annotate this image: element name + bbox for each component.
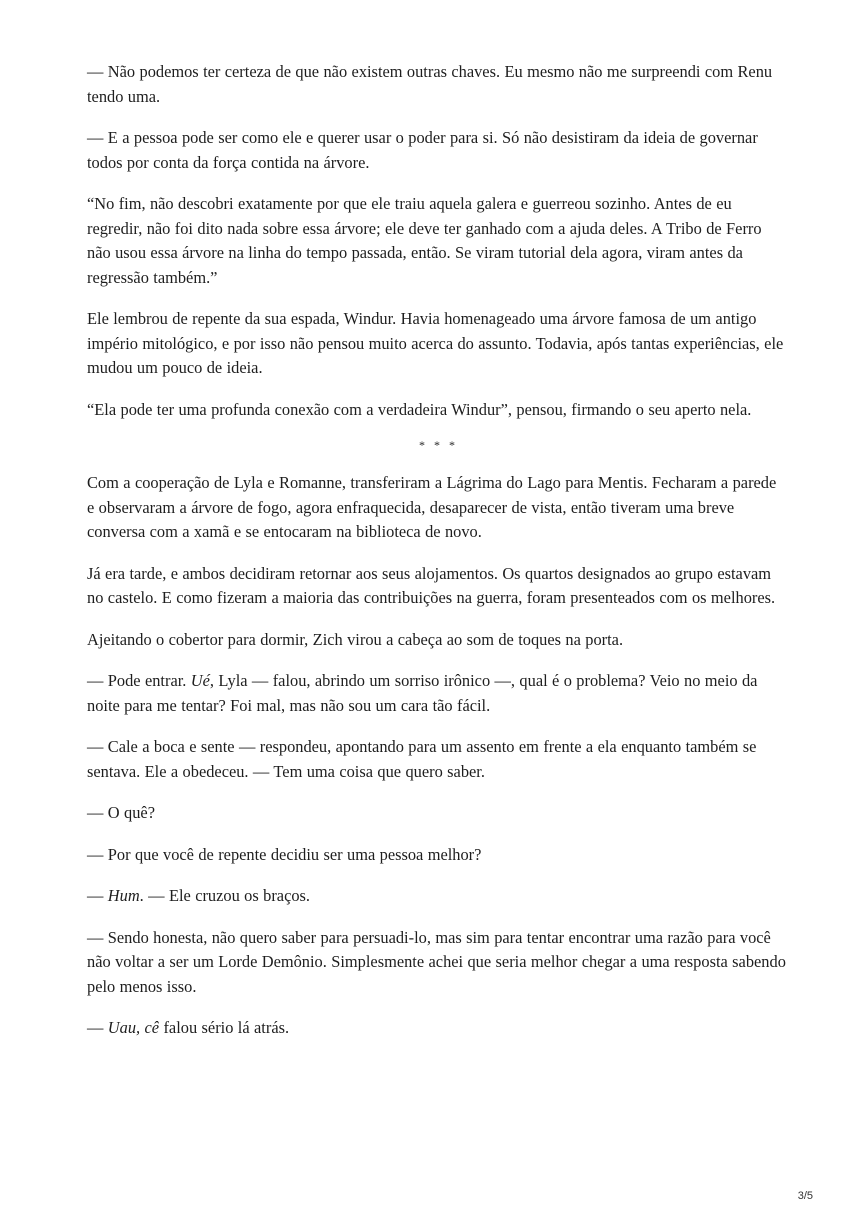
paragraph: “Ela pode ter uma profunda conexão com a verdadeira Windur”, pensou, firmando o seu aperto nela. [87,399,752,419]
dialogue-text: . — Ele cruzou os braços. [139,886,311,905]
emphasis-text: Ué [190,671,210,690]
paragraph: — Não podemos ter certeza de que não existem outras chaves. Eu mesmo não me surpreendi com Renu tendo uma. [87,62,773,106]
paragraph: — O quê? [87,803,155,822]
emphasis-text: Uau, cê [107,1018,160,1037]
paragraph: — Por que você de repente decidiu ser uma pessoa melhor? [87,844,482,864]
paragraph [87,884,787,909]
paragraph: — Sendo honesta, não quero saber para persuadi-lo, mas sim para tentar encontrar uma razão para você não voltar a ser um Lorde Demônio. Simplesmente achei que seria melhor chegar a uma resposta sabendo pelo menos isso. [87,927,786,996]
paragraph [87,669,787,718]
paragraph: Ele lembrou de repente da sua espada, Windur. Havia homenageado uma árvore famosa de um antigo império mitológico, e por isso não pensou muito acerca do assunto. Todavia, após tantas experiências, ele mudou um pouco de ideia. [87,309,784,377]
emphasis-text: Hum [107,886,140,905]
paragraph: — Cale a boca e sente — respondeu, apontando para um assento em frente a ela enquanto também se sentava. Ele a obedeceu. — Tem uma coisa que quero saber. [87,737,757,781]
paragraph: Com a cooperação de Lyla e Romanne, transferiram a Lágrima do Lago para Mentis. Fecharam a parede e observaram a árvore de fogo, agora enfraquecida, desaparecer de vista, então tiveram uma breve conversa com a xamã e se entocaram na biblioteca de novo. [87,473,777,541]
document-page [87,60,787,1058]
dialogue-text: falou sério lá atrás. [159,1018,290,1037]
section-separator: * * * [419,438,458,452]
dialogue-text: , Lyla — falou, abrindo um sorriso irônico —, qual é o problema? Veio no meio da noite para me tentar? Foi mal, mas não sou um cara tão fácil. [87,671,758,715]
page-number: 3/5 [797,1190,813,1202]
paragraph: “No fim, não descobri exatamente por que ele traiu aquela galera e guerreou sozinho. Antes de eu regredir, não foi dito nada sobre essa árvore; ele deve ter ganhado com a ajuda deles. A Tribo de Ferro não usou essa árvore na linha do tempo passada, então. Se viram tutorial dela agora, viram antes da regressão também.” [87,194,762,287]
dialogue-text: — [87,1018,108,1037]
paragraph: Ajeitando o cobertor para dormir, Zich virou a cabeça ao som de toques na porta. [87,629,624,649]
dialogue-text: — [87,886,108,905]
paragraph [87,1016,787,1041]
paragraph: — E a pessoa pode ser como ele e querer usar o poder para si. Só não desistiram da ideia de governar todos por conta da força contida na árvore. [87,128,758,172]
dialogue-text: — Pode entrar. [87,671,191,690]
paragraph: Já era tarde, e ambos decidiram retornar aos seus alojamentos. Os quartos designados ao grupo estavam no castelo. E como fizeram a maioria das contribuições na guerra, foram presenteados com os melhores. [87,563,776,607]
